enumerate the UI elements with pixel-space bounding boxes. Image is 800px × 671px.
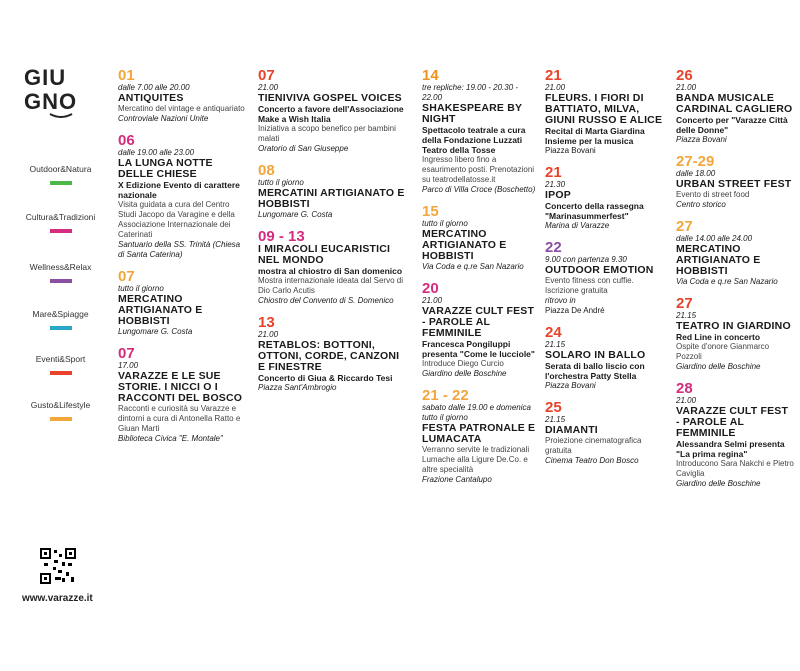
event-title: RETABLOS: BOTTONI, OTTONI, CORDE, CANZONI E FINESTRE <box>258 339 400 373</box>
event-time: 21.00 <box>422 296 443 305</box>
event-date: 06 <box>118 132 135 149</box>
event-time: dalle 7.00 alle 20.00 <box>118 83 190 92</box>
event-desc: Evento di street food <box>676 190 750 199</box>
legend-label: Cultura&Tradizioni <box>25 212 96 222</box>
event-loc: Piazza Bovani <box>676 135 727 144</box>
event-desc: Racconti e curiosità su Varazze e dintorni a cura di Antonella Ratto e Giuan Marti <box>118 404 241 433</box>
event-subtitle: Francesca Pongiluppi presenta "Come le lucciole" <box>422 339 535 359</box>
event-time: tutto il giorno <box>422 219 468 228</box>
event-date: 09 - 13 <box>258 228 305 245</box>
legend-color-bar <box>50 326 72 330</box>
event-title: MERCATINO ARTIGIANATO E HOBBISTI <box>422 228 507 262</box>
event-loc2: Piazza De André <box>545 306 605 315</box>
event-column <box>118 68 248 453</box>
event-date: 13 <box>258 314 275 331</box>
legend-color-bar <box>50 279 72 283</box>
event-loc: Giardino delle Boschine <box>676 362 761 371</box>
event-desc: Mostra internazionale ideata dal Servo di Dio Carlo Acutis <box>258 276 403 295</box>
event-time: 21.15 <box>676 311 697 320</box>
event-date: 27 <box>676 218 693 235</box>
event-desc: Introducono Sara Nakchi e Pietro Caviglia <box>676 459 794 478</box>
event-date: 24 <box>545 324 562 341</box>
event-entry[interactable] <box>118 133 248 260</box>
event-entry[interactable] <box>118 346 248 444</box>
event-date: 27-29 <box>676 153 715 170</box>
event-title: I MIRACOLI EUCARISTICI NEL MONDO <box>258 243 391 266</box>
month-line-2: GNO <box>24 89 78 114</box>
legend-label: Outdoor&Natura <box>29 164 92 174</box>
event-entry[interactable] <box>545 68 667 156</box>
legend-color-bar <box>50 229 72 233</box>
legend-color-bar <box>50 417 72 421</box>
event-loc: ritrovo in <box>545 296 576 305</box>
event-loc: Biblioteca Civica "E. Montale" <box>118 434 223 443</box>
event-entry[interactable] <box>676 68 794 145</box>
event-entry[interactable] <box>676 296 794 372</box>
event-subtitle: Concerto della rassegna "Marinasummerfest" <box>545 201 644 221</box>
event-subtitle: X Edizione Evento di carattere nazionale <box>118 180 240 200</box>
event-date: 14 <box>422 67 439 84</box>
event-subtitle: Concerto di Giua & Riccardo Tesi <box>258 373 393 383</box>
event-desc: Introduce Diego Curcio <box>422 359 504 368</box>
event-desc: Evento fitness con cuffie. Iscrizione gratuita <box>545 276 634 295</box>
event-time: 21.00 <box>676 83 697 92</box>
event-time: sabato dalle 19.00 e domenica tutto il giorno <box>422 403 531 422</box>
event-entry[interactable] <box>545 165 667 231</box>
legend-item <box>8 164 113 185</box>
event-entry[interactable] <box>545 325 667 391</box>
event-time: 21.00 <box>258 330 279 339</box>
event-subtitle: Serata di ballo liscio con l'orchestra Patty Stella <box>545 361 645 381</box>
event-title: VARAZZE CULT FEST - PAROLE AL FEMMINILE <box>422 305 535 339</box>
event-title: ANTIQUITES <box>118 92 184 104</box>
legend-item <box>8 262 113 283</box>
event-time: dalle 18.00 <box>676 169 716 178</box>
event-entry[interactable] <box>422 204 537 272</box>
event-date: 01 <box>118 67 135 84</box>
event-desc: Visita guidata a cura del Centro Studi Jacopo da Varagine e della Associazione Internazionale dei Caterinati <box>118 200 235 239</box>
event-date: 22 <box>545 239 562 256</box>
event-date: 21 - 22 <box>422 387 469 404</box>
event-entry[interactable] <box>676 154 794 210</box>
legend-label: Wellness&Relax <box>29 262 92 272</box>
event-time: 21.15 <box>545 340 566 349</box>
event-date: 15 <box>422 203 439 220</box>
event-title: VARAZZE CULT FEST - PAROLE AL FEMMINILE <box>676 405 789 439</box>
event-entry[interactable] <box>422 388 537 485</box>
event-subtitle: Spettacolo teatrale a cura della Fondazione Luzzati Teatro della Tosse <box>422 125 526 155</box>
event-column <box>676 68 794 498</box>
event-loc: Centro storico <box>676 200 726 209</box>
event-loc2: Piazza Bovani <box>545 146 596 155</box>
event-desc: Iniziativa a scopo benefico per bambini malati <box>258 124 396 143</box>
month-heading <box>24 66 77 120</box>
event-date: 27 <box>676 295 693 312</box>
event-entry[interactable] <box>545 240 667 316</box>
event-time: 17.00 <box>118 361 139 370</box>
event-subtitle: Recital di Marta Giardina Insieme per la musica <box>545 126 645 146</box>
event-loc: Giardino delle Boschine <box>676 479 761 488</box>
event-time: dalle 19.00 alle 23.00 <box>118 148 195 157</box>
qr-code-icon[interactable] <box>40 548 76 584</box>
event-time: 21.15 <box>545 415 566 424</box>
event-entry[interactable] <box>118 269 248 337</box>
event-title: MERCATINO ARTIGIANATO E HOBBISTI <box>118 293 203 327</box>
event-time: 21.30 <box>545 180 566 189</box>
event-date: 25 <box>545 399 562 416</box>
event-title: FLEURS. I FIORI DI BATTIATO, MILVA, GIUNI RUSSO E ALICE <box>545 92 663 126</box>
event-subtitle: Concerto a favore dell'Associazione Make a Wish Italia <box>258 104 404 124</box>
event-desc: Ospite d'onore Gianmarco Pozzoli <box>676 342 770 361</box>
event-desc: Verranno servite le tradizionali Lumache alla Ligure De.Co. e altre specialità <box>422 445 530 474</box>
event-loc: Piazza Bovani <box>545 381 596 390</box>
event-entry[interactable] <box>258 68 406 154</box>
event-time: 21.00 <box>258 83 279 92</box>
legend-item <box>8 212 113 233</box>
event-entry[interactable] <box>676 381 794 489</box>
legend-color-bar <box>50 371 72 375</box>
event-desc: Ingresso libero fino a esaurimento posti. Prenotazioni su teatrodellatosse.it <box>422 155 535 184</box>
event-date: 26 <box>676 67 693 84</box>
legend-label: Gusto&Lifestyle <box>30 400 91 410</box>
event-time: 21.00 <box>676 396 697 405</box>
event-subtitle: Concerto per "Varazze Città delle Donne" <box>676 115 788 135</box>
event-column <box>545 68 667 475</box>
legend-item <box>8 309 113 330</box>
legend-color-bar <box>50 181 72 185</box>
event-title: LA LUNGA NOTTE DELLE CHIESE <box>118 157 213 180</box>
event-column <box>422 68 537 494</box>
event-title: TIENIVIVA GOSPEL VOICES <box>258 92 402 104</box>
event-loc: Frazione Cantalupo <box>422 475 492 484</box>
event-entry[interactable] <box>258 229 406 306</box>
event-subtitle: Alessandra Selmi presenta "La prima regina" <box>676 439 785 459</box>
event-date: 21 <box>545 164 562 181</box>
event-title: MERCATINI ARTIGIANATO E HOBBISTI <box>258 187 405 210</box>
event-entry[interactable] <box>258 315 406 393</box>
event-title: IPOP <box>545 189 571 201</box>
event-loc: Via Coda e q.re San Nazario <box>422 262 524 271</box>
event-desc: Mercatino del vintage e antiquariato <box>118 104 245 113</box>
event-loc: Santuario della SS. Trinità (Chiesa di Santa Caterina) <box>118 240 241 259</box>
legend-item <box>8 354 113 375</box>
event-loc: Lungomare G. Costa <box>118 327 193 336</box>
event-time: 21.00 <box>545 83 566 92</box>
event-date: 08 <box>258 162 275 179</box>
event-subtitle: Red Line in concerto <box>676 332 761 342</box>
event-loc: Chiostro del Convento di S. Domenico <box>258 296 394 305</box>
event-column <box>258 68 406 402</box>
event-loc: Oratorio di San Giuseppe <box>258 144 349 153</box>
event-entry[interactable] <box>422 281 537 379</box>
event-time: tre repliche: 19.00 - 20.30 - 22.00 <box>422 83 519 102</box>
event-loc: Controviale Nazioni Unite <box>118 114 209 123</box>
event-date: 20 <box>422 280 439 297</box>
event-desc: Proiezione cinematografica gratuita <box>545 436 642 455</box>
event-time: dalle 14.00 alle 24.00 <box>676 234 753 243</box>
event-date: 21 <box>545 67 562 84</box>
event-time: 9.00 con partenza 9.30 <box>545 255 627 264</box>
event-title: VARAZZE E LE SUE STORIE. I NICCI O I RACCONTI DEL BOSCO <box>118 370 243 404</box>
event-loc: Piazza Sant'Ambrogio <box>258 383 337 392</box>
event-entry[interactable] <box>258 163 406 220</box>
event-title: TEATRO IN GIARDINO <box>676 320 791 332</box>
event-entry[interactable] <box>422 68 537 195</box>
event-title: BANDA MUSICALE CARDINAL CAGLIERO <box>676 92 793 115</box>
event-entry[interactable] <box>118 68 248 124</box>
event-date: 07 <box>118 345 135 362</box>
legend-label: Eventi&Sport <box>35 354 86 364</box>
event-loc: Via Coda e q.re San Nazario <box>676 277 778 286</box>
event-title: SHAKESPEARE BY NIGHT <box>422 102 523 125</box>
event-title: MERCATINO ARTIGIANATO E HOBBISTI <box>676 243 761 277</box>
event-title: OUTDOOR EMOTION <box>545 264 654 276</box>
event-title: DIAMANTI <box>545 424 598 436</box>
event-time: tutto il giorno <box>118 284 164 293</box>
legend-item <box>8 400 113 421</box>
month-line-1: GIU <box>24 65 67 90</box>
legend-label: Mare&Spiagge <box>32 309 89 319</box>
event-loc: Lungomare G. Costa <box>258 210 333 219</box>
event-subtitle: mostra al chiostro di San domenico <box>258 266 403 276</box>
event-entry[interactable] <box>676 219 794 287</box>
event-loc: Marina di Varazze <box>545 221 610 230</box>
event-title: SOLARO IN BALLO <box>545 349 646 361</box>
event-title: FESTA PATRONALE E LUMACATA <box>422 422 536 445</box>
website-link[interactable]: www.varazze.it <box>22 593 93 604</box>
event-date: 28 <box>676 380 693 397</box>
event-date: 07 <box>118 268 135 285</box>
event-title: URBAN STREET FEST <box>676 178 792 190</box>
event-time: tutto il giorno <box>258 178 304 187</box>
event-loc: Parco di Villa Croce (Boschetto) <box>422 185 536 194</box>
event-date: 07 <box>258 67 275 84</box>
event-loc: Giardino delle Boschine <box>422 369 507 378</box>
event-entry[interactable] <box>545 400 667 466</box>
event-loc: Cinema Teatro Don Bosco <box>545 456 639 465</box>
